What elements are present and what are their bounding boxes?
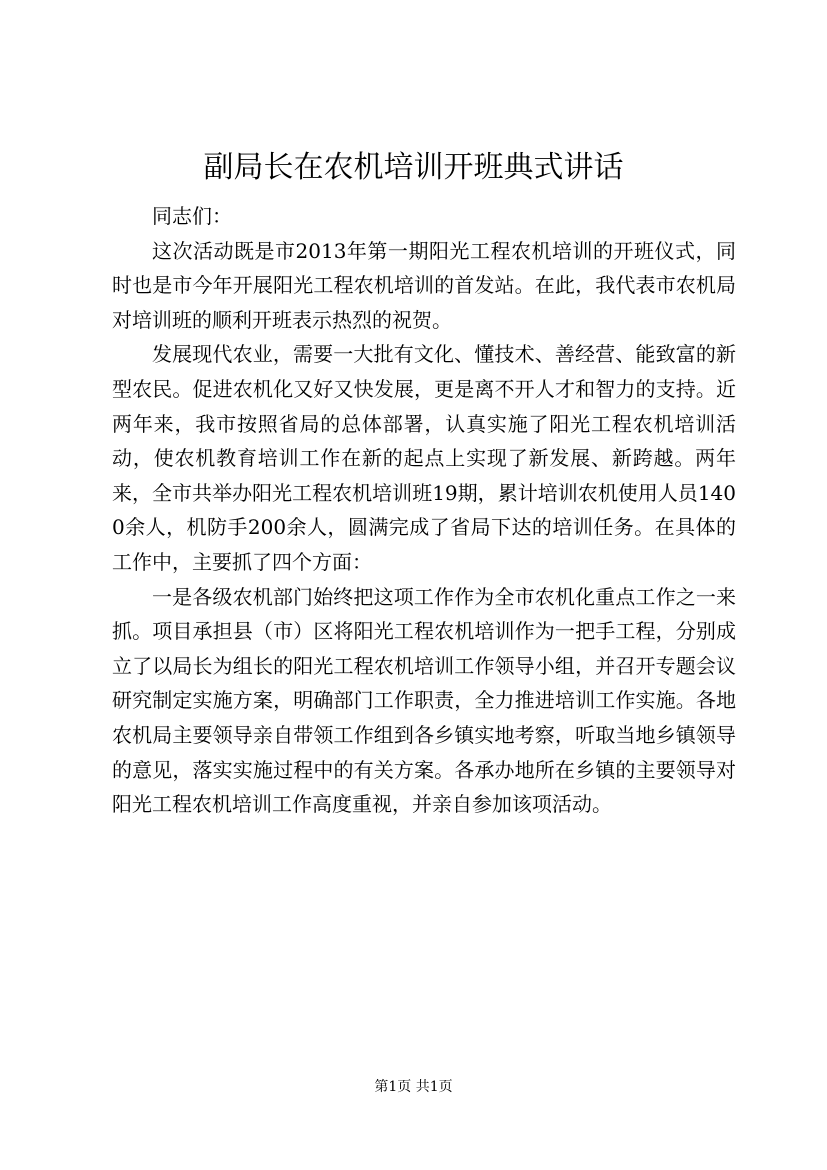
- document-title: 副局长在农机培训开班典式讲话: [203, 150, 624, 185]
- page-footer: 第1页 共1页: [374, 1079, 453, 1095]
- paragraph-3: 一是各级农机部门始终把这项工作作为全市农机化重点工作之一来抓。项目承担县（市）区将阳光工程农机培训作为一把手工程，分别成立了以局长为组长的阳光工程农机培训工作领导小组，并召开专题会议研究制定实施方案，明确部门工作职责，全力推进培训工作实施。各地农机局主要领导亲自带领工作组到各乡镇实地考察，听取当地乡镇领导的意见，落实实施过程中的有关方案。各承办地所在乡镇的主要领导对阳光工程农机培训工作高度重视，并亲自参加该项活动。: [112, 584, 736, 817]
- paragraph-1: 这次活动既是市2013年第一期阳光工程农机培训的开班仪式，同时也是市今年开展阳光工程农机培训的首发站。在此，我代表市农机局对培训班的顺利开班表示热烈的祝贺。: [112, 238, 736, 332]
- salutation: 同志们：: [152, 204, 232, 228]
- paragraph-2: 发展现代农业，需要一大批有文化、懂技术、善经营、能致富的新型农民。促进农机化又好又快发展，更是离不开人才和智力的支持。近两年来，我市按照省局的总体部署，认真实施了阳光工程农机培训活动，使农机教育培训工作在新的起点上实现了新发展、新跨越。两年来，全市共举办阳光工程农机培训班19期，累计培训农机使用人员1400余人，机防手200余人，圆满完成了省局下达的培训任务。在具体的工作中，主要抓了四个方面：: [112, 342, 736, 574]
- document-body: [112, 199, 736, 822]
